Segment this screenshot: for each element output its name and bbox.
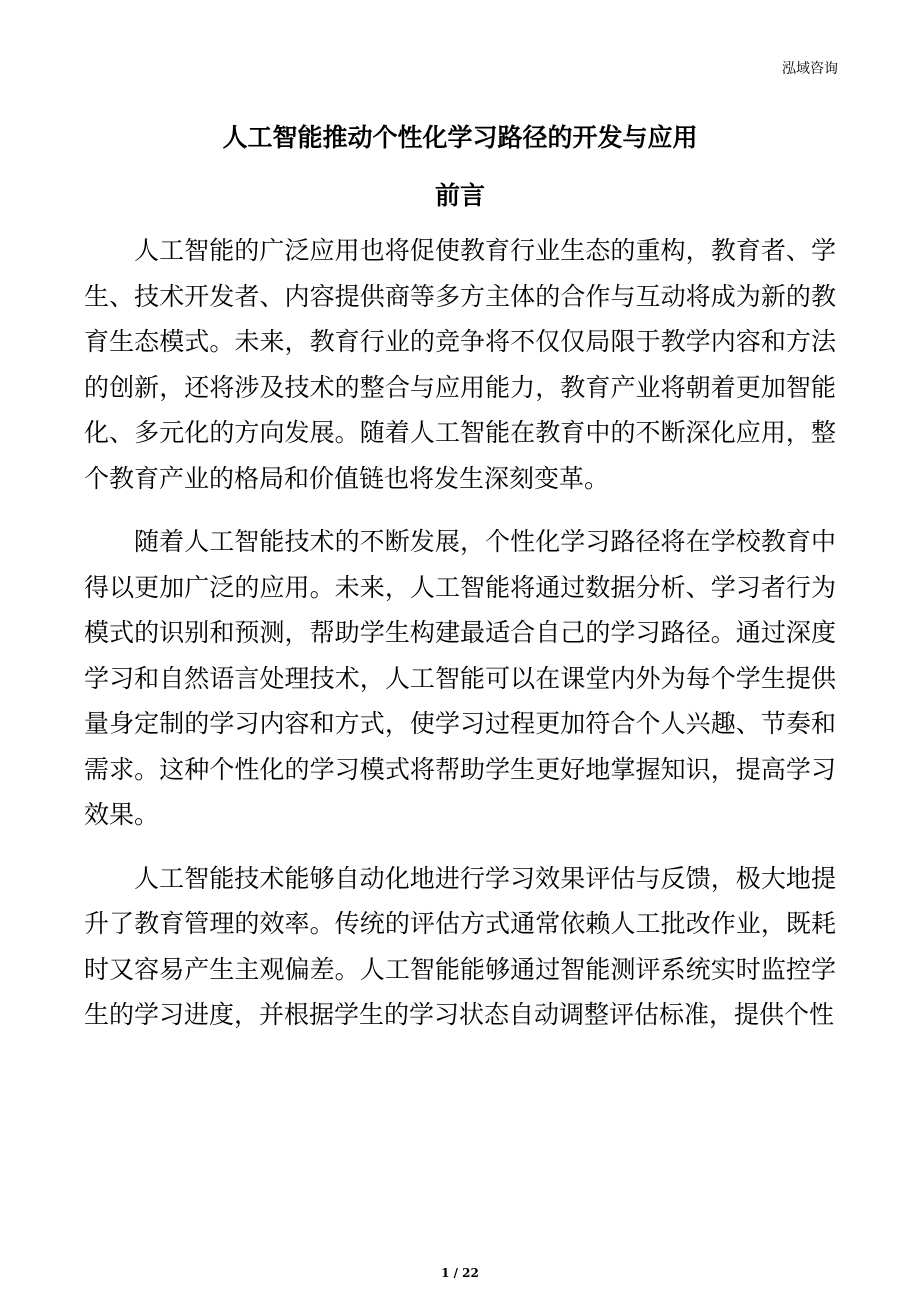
header-brand: 泓域咨询 <box>782 61 838 77</box>
section-heading: 前言 <box>434 181 485 210</box>
document-title: 人工智能推动个性化学习路径的开发与应用 <box>222 123 698 152</box>
document-body <box>84 228 836 1056</box>
paragraph: 人工智能技术能够自动化地进行学习效果评估与反馈，极大地提升了教育管理的效率。传统的评估方式通常依赖人工批改作业，既耗时又容易产生主观偏差。人工智能能够通过智能测评系统实时监控学生的学习进度，并根据学生的学习状态自动调整评估标准，提供个性 <box>84 863 836 1029</box>
page-indicator: 1 / 22 <box>441 1266 479 1280</box>
paragraph: 随着人工智能技术的不断发展，个性化学习路径将在学校教育中得以更加广泛的应用。未来，人工智能将通过数据分析、学习者行为模式的识别和预测，帮助学生构建最适合自己的学习路径。通过深度学习和自然语言处理技术，人工智能可以在课堂内外为每个学生提供量身定制的学习内容和方式，使学习过程更加符合个人兴趣、节奏和需求。这种个性化的学习模式将帮助学生更好地掌握知识，提高学习效果。 <box>84 527 836 829</box>
paragraph: 人工智能的广泛应用也将促使教育行业生态的重构，教育者、学生、技术开发者、内容提供商等多方主体的合作与互动将成为新的教育生态模式。未来，教育行业的竞争将不仅仅局限于教学内容和方法的创新，还将涉及技术的整合与应用能力，教育产业将朝着更加智能化、多元化的方向发展。随着人工智能在教育中的不断深化应用，整个教育产业的格局和价值链也将发生深刻变革。 <box>84 236 836 493</box>
